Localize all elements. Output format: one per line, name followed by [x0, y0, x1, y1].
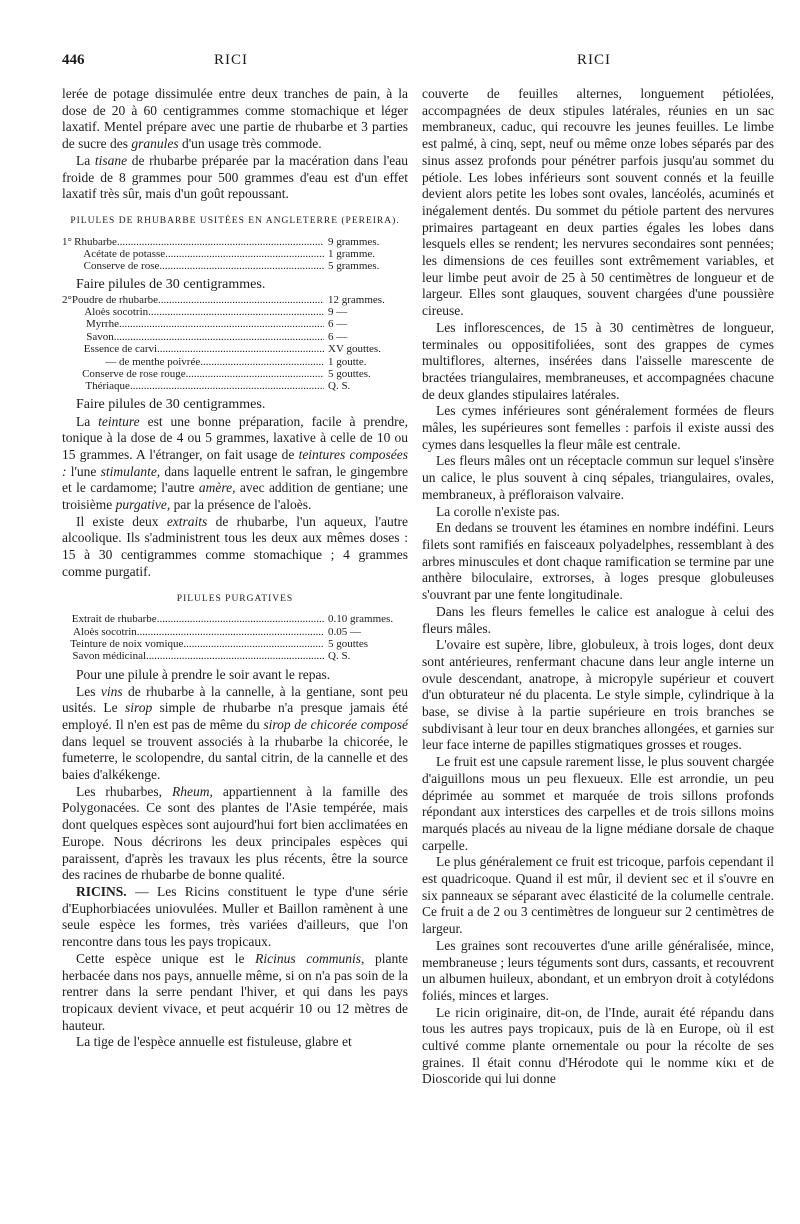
prescription-instruction: Faire pilules de 30 centigrammes.	[76, 276, 266, 292]
ingredient-name: Extrait de rhubarbe	[71, 613, 157, 626]
dot-leader	[157, 613, 324, 625]
prescription-list	[62, 236, 408, 273]
prescription-row	[62, 368, 408, 380]
prescription-row	[62, 236, 408, 248]
paragraph: La tige de l'espèce annuelle est fistuleuse, glabre et	[76, 1034, 352, 1050]
prescription-number: 1°	[62, 235, 72, 248]
prescription-list	[62, 294, 408, 393]
dot-leader	[119, 318, 324, 330]
prescription-row	[62, 248, 408, 260]
ingredient-dose: 9 —	[328, 305, 348, 318]
prescription-number	[62, 318, 74, 330]
paragraph: La teinture est une bonne préparation, facile à prendre, tonique à la dose de 4 ou 5 grammes, laxative à celle de 10 ou 15 grammes. A l'étranger, on fait usage de teintures composées : l'une stimulante, dans laquelle entrent le safran, le gingembre et le cardamome; l'autre amère, avec addition de gentiane; une troisième purgative, par la présence de l'aloès.	[62, 413, 409, 513]
dot-leader	[148, 306, 324, 318]
ingredient-dose: 12 grammes.	[328, 293, 385, 306]
ingredient-dose: Q. S.	[328, 650, 351, 663]
paragraph: Le fruit est une capsule rarement lisse, le plus souvent chargée d'aiguillons mous un peu flexueux. Elle est arrondie, un peu déprimée au sommet et marquée de trois sillons profonds répondant aux interstices des carpelles et de trois sillons moins marqués placés au niveau de la ligne médiane dorsale de chaque carpelle.	[422, 754, 774, 853]
prescription-title: PILULES DE RHUBARBE USITÉES EN ANGLETERRE (PEREIRA).	[70, 215, 400, 226]
ingredient-name: Teinture de noix vomique	[70, 638, 184, 651]
prescription-number: 2°	[62, 293, 72, 306]
ingredient-dose: 6 —	[328, 318, 348, 331]
page-number: 446	[62, 52, 85, 68]
ingredient-name: Savon médicinal	[72, 650, 147, 663]
ingredient-dose: 5 grammes.	[328, 260, 380, 273]
prescription-number	[62, 380, 73, 392]
prescription-number	[62, 331, 74, 343]
dot-leader	[159, 260, 324, 272]
ingredient-name: Conserve de rose	[83, 260, 160, 273]
paragraph: Les vins de rhubarbe à la cannelle, à la gentiane, sont peu usités. Le sirop simple de rhubarbe n'a presque jamais été employé. Il n'en est pas de même du sirop de chicorée composé dans lequel se trouvent associés à la rhubarbe la chicorée, le fumeterre, le scolopendre, du santal citrin, de la cannelle et des baies d'alkékenge.	[62, 683, 408, 783]
ingredient-name: Rhubarbe	[74, 235, 117, 248]
prescription-number	[62, 613, 72, 625]
prescription-instruction: Faire pilules de 30 centigrammes.	[76, 396, 266, 412]
ingredient-dose: 6 —	[328, 330, 348, 343]
paragraph: Les cymes inférieures sont généralement formées de fleurs mâles, les supérieures sont femelles : parfois il existe aussi des cymes dans lesquelles la fleur mâle est centrale.	[422, 403, 774, 452]
dot-leader	[117, 236, 324, 248]
section-heading: RICINS.	[76, 884, 127, 899]
dot-leader	[186, 368, 324, 380]
paragraph: L'ovaire est supère, libre, globuleux, à trois loges, dont deux sont antérieures, renfermant chacune dans leur angle interne un ovule descendant, anatrope, à micropyle supérieur et couvert d'un obturateur né du placenta. Le style simple, cylindrique à la base, se divise à la partie supérieure en trois branches se subdivisant à leur tour en deux branches allongées, et garnies sur leur face interne de papilles stigmatiques grosses et rouges.	[422, 637, 774, 753]
ingredient-dose: 1 goutte.	[328, 355, 367, 368]
right-column	[422, 86, 774, 1088]
ingredient-dose: Q. S.	[328, 380, 351, 393]
prescription-number	[62, 260, 72, 272]
ingredient-name: Myrrhe	[85, 318, 119, 331]
ingredient-dose: 5 gouttes.	[328, 367, 371, 380]
prescription-row	[62, 356, 408, 368]
paragraph: Les fleurs mâles ont un réceptacle commun sur lequel s'insère un calice, le plus souvent à cinq sépales, triangulaires, ovales, membraneux, à préfloraison valvaire.	[422, 453, 774, 502]
prescription-row	[62, 260, 408, 272]
ingredient-name: — de menthe poivrée	[105, 355, 201, 368]
ingredient-dose: XV gouttes.	[328, 343, 381, 356]
running-title-left: RICI	[214, 52, 248, 68]
ingredient-dose: 5 gouttes	[328, 638, 369, 651]
dot-leader	[137, 626, 324, 638]
prescription-number	[62, 368, 70, 380]
paragraph: Le plus généralement ce fruit est tricoque, parfois cependant il est quadricoque. Quand il est mûr, il devient sec et il s'ouvre en six panneaux se séparant avec élasticité de la columelle centrale. Ce fruit a de 2 ou 3 centimètres de longueur sur 2 centimètres de largeur.	[422, 854, 774, 937]
dot-leader	[165, 248, 324, 260]
paragraph: En dedans se trouvent les étamines en nombre indéfini. Leurs filets sont ramifiés en faisceaux polyadelphes, ressemblant à des arbres minuscules et dont chaque ramification se termine par une anthère biloculaire, extrorses, à loges presque globuleuses s'ouvrant par une fente longitudinale.	[422, 520, 774, 603]
paragraph: Cette espèce unique est le Ricinus communis, plante herbacée dans nos pays, annuelle même, si on n'a pas soin de la rentrer dans la serre pendant l'hiver, et qui dans les pays tropicaux devient vivace, et peut acquérir 10 ou 12 mètres de hauteur.	[62, 950, 409, 1033]
ingredient-dose: 1 gramme.	[328, 248, 376, 261]
ingredient-name: Essence de carvi	[83, 343, 158, 356]
prescription-list	[62, 613, 408, 663]
prescription-row	[62, 613, 408, 625]
paragraph: Les inflorescences, de 15 à 30 centimètres de longueur, terminales ou oppositifoliées, sont des grappes de cymes multiflores, alternes, insérées dans l'aisselle marescente de bractées triangulaires, membraneuses, et accompagnées chacune de deux glandes stipulaires latérales.	[422, 319, 774, 402]
prescription-number	[62, 638, 70, 650]
paragraph: Le ricin originaire, dit-on, de l'Inde, aurait été répandu dans tous les autres pays tropicaux, puis de là en Europe, où il est cultivé comme plante ornementale ou pour la récolte de ses graines. Il était connu d'Hérodote qui le nomme κίκι et de Dioscoride qui lui donne	[422, 1004, 774, 1087]
prescription-row	[62, 343, 408, 355]
ingredient-dose: 0.10 grammes.	[328, 613, 394, 626]
paragraph: couverte de feuilles alternes, longuement pétiolées, accompagnées de deux stipules latérales, réunies en un sac membraneux, caduc, qui recouvre les jeunes feuilles. Le limbe est palmé, à cinq, sept, neuf ou même onze lobes séparés par des sinus assez profonds pour pénétrer parfois jusqu'au sommet du pétiole. Les lobes inférieurs sont souvent connés et la feuille devient alors petite les lobes sont ovales, lancéolés, acuminés et inégalement dentés. Du sommet du pétiole partent des nervures primaires partageant en deux parties égales les lobes dans lesquels elles se rendent; les nervures secondaires sont pennées; les dimensions de ces feuilles sont extrêmement variables, et leur limbe peut avoir de 25 à 50 centimètres de longueur et de largeur. Elles sont glauques, souvent chargées d'une poussière cireuse.	[422, 86, 774, 319]
dot-leader	[146, 650, 324, 662]
paragraph: Pour une pilule à prendre le soir avant le repas.	[76, 666, 331, 682]
ingredient-name: Conserve de rose rouge	[82, 367, 186, 380]
dot-leader	[158, 294, 324, 306]
left-column	[62, 86, 408, 1051]
ingredient-name: Thériaque	[85, 380, 130, 393]
paragraph: Les graines sont recouvertes d'une arille généralisée, mince, membraneuse ; leurs téguments sont durs, cassants, et recouvrent un albumen huileux, abondant, et un embryon droit à cotylédons foliés, minces et larges.	[422, 937, 774, 1003]
prescription-row	[62, 638, 408, 650]
prescription-row	[62, 650, 408, 662]
prescription-row	[62, 294, 408, 306]
prescription-number	[62, 248, 71, 260]
paragraph: Il existe deux extraits de rhubarbe, l'un aqueux, l'autre alcoolique. Ils s'administrent tous les deux aux mêmes doses : 15 à 30 centigrammes comme stomachique ; 4 grammes comme purgatif.	[62, 513, 408, 579]
page-header	[62, 52, 762, 74]
ingredient-name: Aloès socotrin	[72, 625, 137, 638]
prescription-row	[62, 380, 408, 392]
paragraph: RICINS. — Les Ricins constituent le type d'une série d'Euphorbiacées uniovulées. Muller et Baillon ramènent à une seule espèce les formes, très variées d'ailleurs, que l'on rencontre dans tous les pays tropicaux.	[62, 884, 408, 950]
prescription-number	[62, 343, 72, 355]
dot-leader	[157, 343, 324, 355]
prescription-number	[62, 356, 69, 368]
prescription-number	[62, 626, 73, 638]
paragraph: Dans les fleurs femelles le calice est analogue à celui des fleurs mâles.	[422, 603, 774, 636]
prescription-row	[62, 626, 408, 638]
paragraph: lerée de potage dissimulée entre deux tranches de pain, à la dose de 20 à 60 centigrammes comme stomachique et léger laxatif. Mentel prépare avec une partie de rhubarbe et 3 parties de sucre des granules d'un usage très commode.	[62, 86, 408, 152]
ingredient-name: Savon	[86, 330, 114, 343]
ingredient-name: Aloès socotrin	[84, 305, 149, 318]
ingredient-dose: 9 grammes.	[328, 235, 380, 248]
dot-leader	[183, 638, 324, 650]
prescription-title: PILULES PURGATIVES	[176, 593, 294, 604]
dot-leader	[130, 380, 324, 392]
ingredient-dose: 0.05 —	[328, 625, 361, 638]
prescription-row	[62, 318, 408, 330]
paragraph: La corolle n'existe pas.	[436, 503, 560, 519]
prescription-row	[62, 331, 408, 343]
ingredient-name: Poudre de rhubarbe	[71, 293, 159, 306]
running-title-right: RICI	[577, 52, 611, 68]
paragraph: Les rhubarbes, Rheum, appartiennent à la famille des Polygonacées. Ce sont des plantes de l'Asie tempérée, mais dont quelques espèces sont aujourd'hui fort bien acclimatées en Europe. Nous décrirons les deux principales espèces qui paraissent, d'après les travaux les plus récents, être la source des racines de rhubarbe de bonne qualité.	[62, 783, 409, 883]
paragraph: La tisane de rhubarbe préparée par la macération dans l'eau froide de 8 grammes pour 500 grammes d'eau est d'un effet laxatif très sûr, mais d'un goût repoussant.	[62, 152, 409, 202]
dot-leader	[114, 331, 324, 343]
ingredient-name: Acétate de potasse	[83, 248, 166, 261]
prescription-number	[62, 650, 72, 662]
dot-leader	[200, 356, 324, 368]
prescription-number	[62, 306, 72, 318]
prescription-row	[62, 306, 408, 318]
